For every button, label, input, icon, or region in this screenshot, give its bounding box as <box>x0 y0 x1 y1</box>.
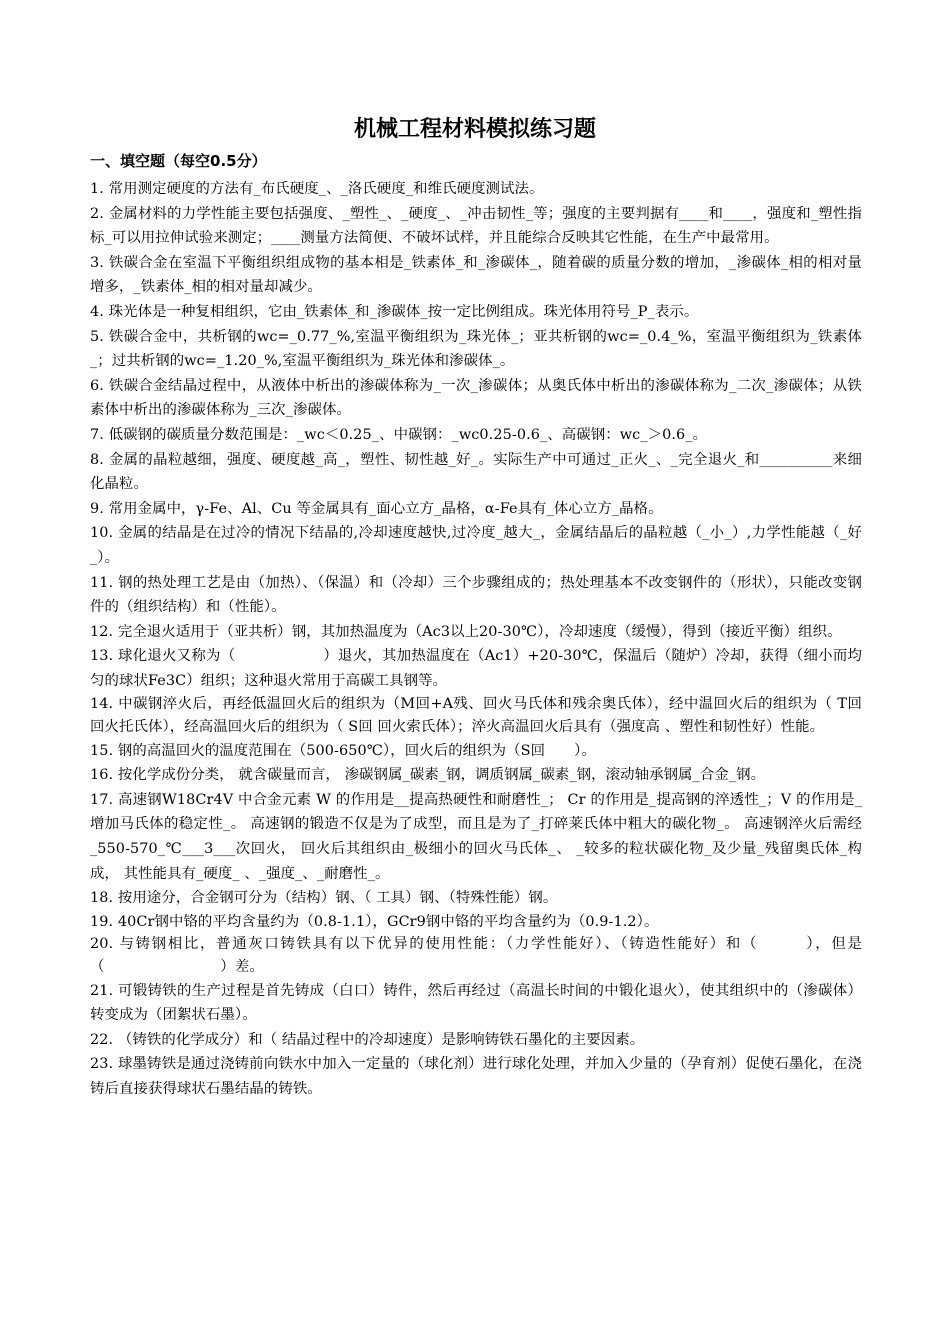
question-18: 18. 按用途分，合金钢可分为（结构）钢、（ 工具）钢、（特殊性能）钢。 <box>90 890 558 907</box>
question-15: 15. 钢的高温回火的温度范围在（500-650℃），回火后的组织为（S回 ）。 <box>90 742 596 759</box>
question-9: 9. 常用金属中，γ-Fe、Al、Cu 等金属具有_面心立方_晶格，α-Fe具有_体心立方_晶格。 <box>90 500 663 517</box>
question-14: 14. 中碳钢淬火后，再经低温回火后的组织为（M回+A残、回火马氏体和残余奥氏体），经中温回火后的组织为（ T回 回火托氏体），经高温回火后的组织为（ S回 回火索氏体）；淬火高温回火后具有（强度高 、塑性和韧性好）性能。 <box>90 696 862 736</box>
question-8: 8. 金属的晶粒越细，强度、硬度越_高_，塑性、韧性越_好_。实际生产中可通过_正火_、_完全退火_和__________来细化晶粒。 <box>90 451 862 493</box>
section-heading: 一、填空题（每空0.5分） <box>90 152 267 170</box>
question-20: 20. 与铸钢相比，普通灰口铸铁具有以下优异的使用性能：（力学性能好）、（铸造性能好）和（ ），但是（ ）差。 <box>90 936 862 975</box>
question-6: 6. 铁碳合金结晶过程中，从液体中析出的渗碳体称为_一次_渗碳体；从奥氏体中析出的渗碳体称为_二次_渗碳体；从铁素体中析出的渗碳体称为_三次_渗碳体。 <box>90 377 862 419</box>
question-19: 19. 40Cr钢中铬的平均含量约为（0.8-1.1），GCr9钢中铬的平均含量约为（0.9-1.2）。 <box>90 913 659 930</box>
question-22: 22. （铸铁的化学成分）和（ 结晶过程中的冷却速度）是影响铸铁石墨化的主要因素。 <box>90 1031 645 1048</box>
question-23: 23. 球墨铸铁是通过浇铸前向铁水中加入一定量的（球化剂）进行球化处理，并加入少量的（孕育剂）促使石墨化，在浇铸后直接获得球状石墨结晶的铸铁。 <box>90 1056 862 1097</box>
question-12: 12. 完全退火适用于（亚共析）钢，其加热温度为（Ac3以上20-30℃），冷却速度（缓慢），得到（接近平衡）组织。 <box>90 623 842 640</box>
question-5: 5. 铁碳合金中，共析钢的wc=_0.77_%,室温平衡组织为_珠光体_；亚共析钢的wc=_0.4_%，室温平衡组织为_铁素体_；过共析钢的wc=_1.20_%,室温平衡组织为_珠光体和渗碳体_。 <box>90 328 862 370</box>
question-4: 4. 珠光体是一种复相组织，它由_铁素体_和_渗碳体_按一定比例组成。珠光体用符号_P_表示。 <box>90 303 699 320</box>
question-2: 2. 金属材料的力学性能主要包括强度、_塑性_、_硬度_、_冲击韧性_等；强度的主要判据有____和____，强度和_塑性指标_可以用拉伸试验来测定；____测量方法简便、不破坏试样，并且能综合反映其它性能，在生产中最常用。 <box>90 205 862 247</box>
question-list <box>90 177 862 1102</box>
question-13: 13. 球化退火又称为（ ）退火，其加热温度在（Ac1）+20-30℃，保温后（随炉）冷却，获得（细小而均匀的球状Fe3C）组织；这种退火常用于高碳工具钢等。 <box>90 648 862 689</box>
question-7: 7. 低碳钢的碳质量分数范围是：_wc＜0.25_、中碳钢：_wc0.25-0.6_、高碳钢：wc_＞0.6_。 <box>90 426 708 443</box>
document-title: 机械工程材料模拟练习题 <box>353 117 596 142</box>
question-10: 10. 金属的结晶是在过冷的情况下结晶的,冷却速度越快,过冷度_越大_，金属结晶后的晶粒越（_小_）,力学性能越（_好_）。 <box>90 525 862 566</box>
question-3: 3. 铁碳合金在室温下平衡组织组成物的基本相是_铁素体_和_渗碳体_，随着碳的质量分数的增加，_渗碳体_相的相对量增多，_铁素体_相的相对量却减少。 <box>90 254 862 296</box>
question-17: 17. 高速钢W18Cr4V 中合金元素 W 的作用是__提高热硬性和耐磨性_； Cr 的作用是_提高钢的淬透性_；V 的作用是_增加马氏体的稳定性_。 高速钢的锻造不仅是为了成型，而且是为了_打碎莱氏体中粗大的碳化物_。 高速钢淬火后需经_550-570_℃___3___次回火， 回火后其组织由_极细小的回火马氏体_、 _较多的粒状碳化物_及少量_残留奥氏体_构成， 其性能具有_硬度_ 、_强度_、_耐磨性_。 <box>90 791 862 882</box>
question-21: 21. 可锻铸铁的生产过程是首先铸成（白口）铸件，然后再经过（高温长时间的中锻化退火），使其组织中的（渗碳体）转变成为（团絮状石墨）。 <box>90 982 862 1024</box>
question-11: 11. 钢的热处理工艺是由（加热）、（保温）和（冷却）三个步骤组成的；热处理基本不改变钢件的（形状），只能改变钢件的（组织结构）和（性能）。 <box>90 574 862 616</box>
question-16: 16. 按化学成份分类， 就含碳量而言， 渗碳钢属_碳素_钢，调质钢属_碳素_钢，滚动轴承钢属_合金_钢。 <box>90 767 766 784</box>
question-1: 1. 常用测定硬度的方法有_布氏硬度_、_洛氏硬度_和维氏硬度测试法。 <box>90 181 544 197</box>
